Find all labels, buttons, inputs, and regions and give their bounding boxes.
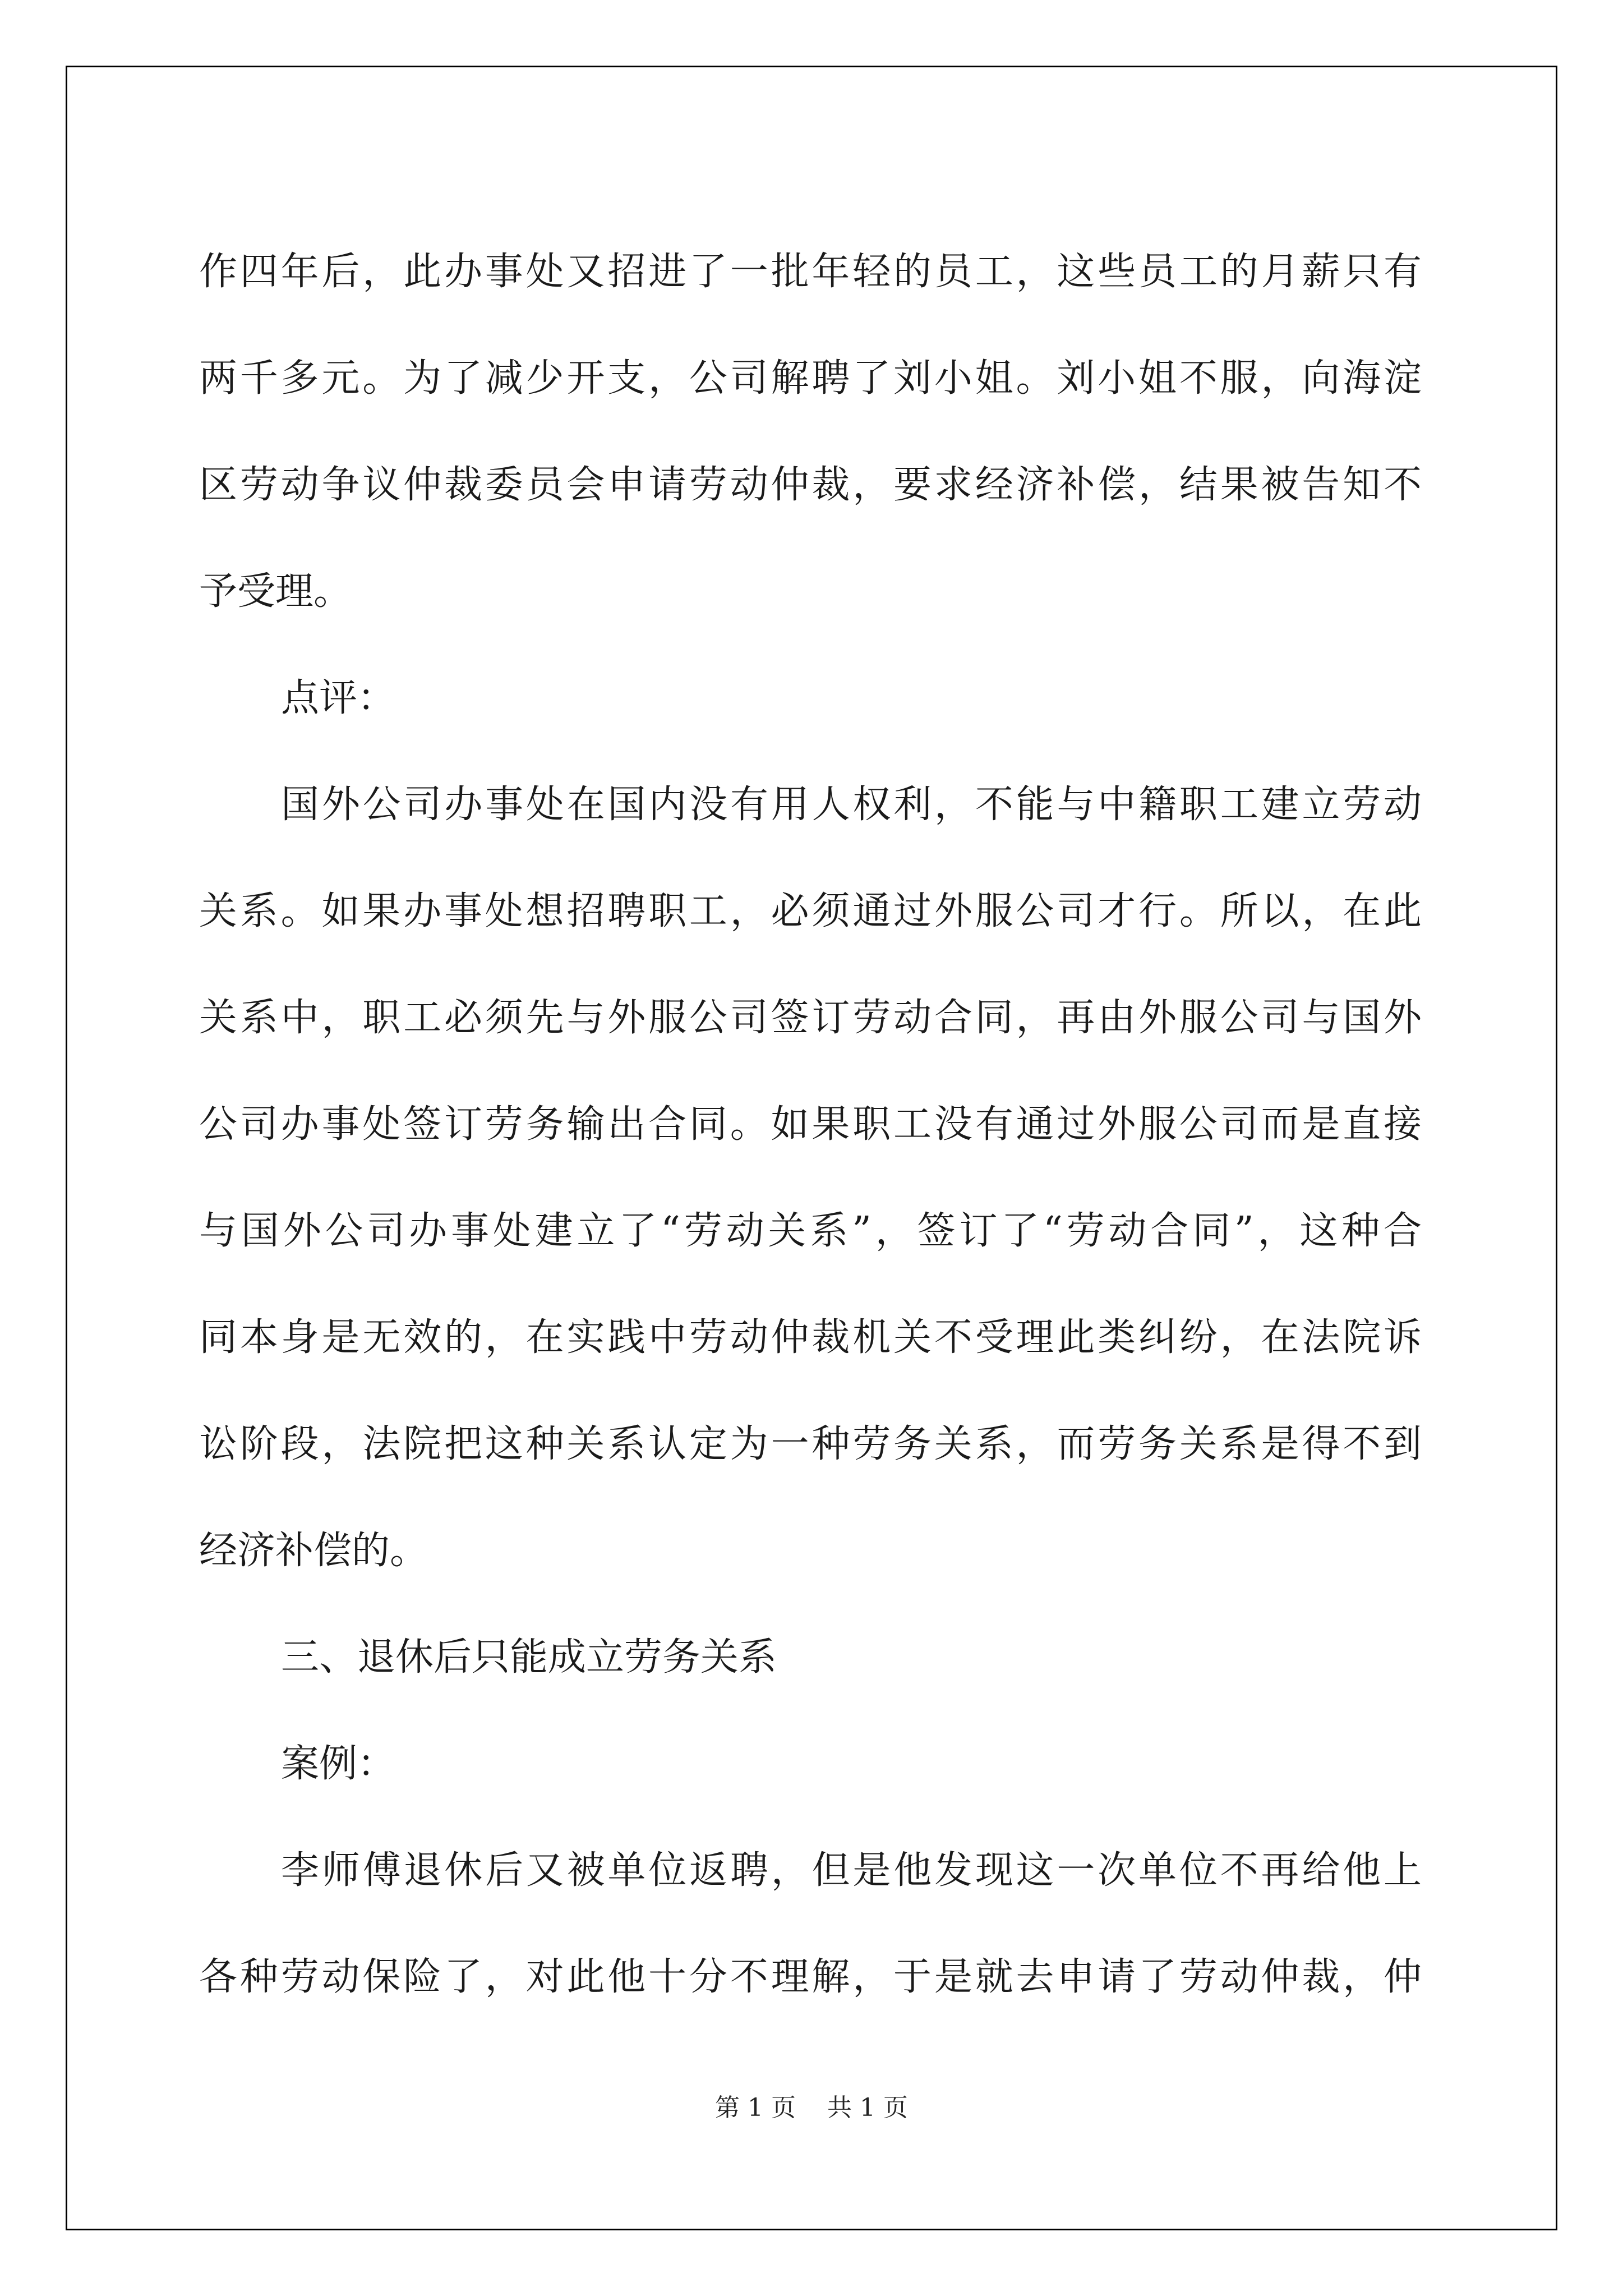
paragraph-line: 区劳动争议仲裁委员会申请劳动仲裁，要求经济补偿，结果被告知不 bbox=[199, 463, 1422, 507]
section-label-case: 案例： bbox=[281, 1742, 396, 1786]
paragraph-line: 公司办事处签订劳务输出合同。如果职工没有通过外服公司而是直接 bbox=[199, 1102, 1422, 1147]
paragraph-line: 予受理。 bbox=[199, 569, 352, 614]
paragraph-line: 作四年后，此办事处又招进了一批年轻的员工，这些员工的月薪只有 bbox=[199, 250, 1422, 294]
paragraph-line: 关系。如果办事处想招聘职工，必须通过外服公司才行。所以，在此 bbox=[199, 889, 1422, 933]
paragraph-line: 关系中，职工必须先与外服公司签订劳动合同，再由外服公司与国外 bbox=[199, 996, 1422, 1040]
section-heading: 三、退休后只能成立劳务关系 bbox=[281, 1635, 777, 1680]
paragraph-line: 李师傅退休后又被单位返聘，但是他发现这一次单位不再给他上 bbox=[281, 1848, 1422, 1893]
page-footer: 第 1 页 共 1 页 bbox=[715, 2093, 908, 2122]
paragraph-line: 与国外公司办事处建立了“劳动关系”，签订了“劳动合同”，这种合 bbox=[199, 1209, 1422, 1253]
section-label-review: 点评： bbox=[281, 676, 396, 720]
document-body bbox=[199, 219, 1422, 2031]
paragraph-line: 两千多元。为了减少开支，公司解聘了刘小姐。刘小姐不服，向海淀 bbox=[199, 356, 1422, 401]
paragraph-line: 讼阶段，法院把这种关系认定为一种劳务关系，而劳务关系是得不到 bbox=[199, 1422, 1422, 1466]
paragraph-line: 国外公司办事处在国内没有用人权利，不能与中籍职工建立劳动 bbox=[281, 783, 1422, 827]
paragraph-line: 经济补偿的。 bbox=[199, 1529, 428, 1573]
paragraph-line: 同本身是无效的，在实践中劳动仲裁机关不受理此类纠纷，在法院诉 bbox=[199, 1315, 1422, 1360]
paragraph-line: 各种劳动保险了，对此他十分不理解，于是就去申请了劳动仲裁，仲 bbox=[199, 1955, 1422, 1999]
